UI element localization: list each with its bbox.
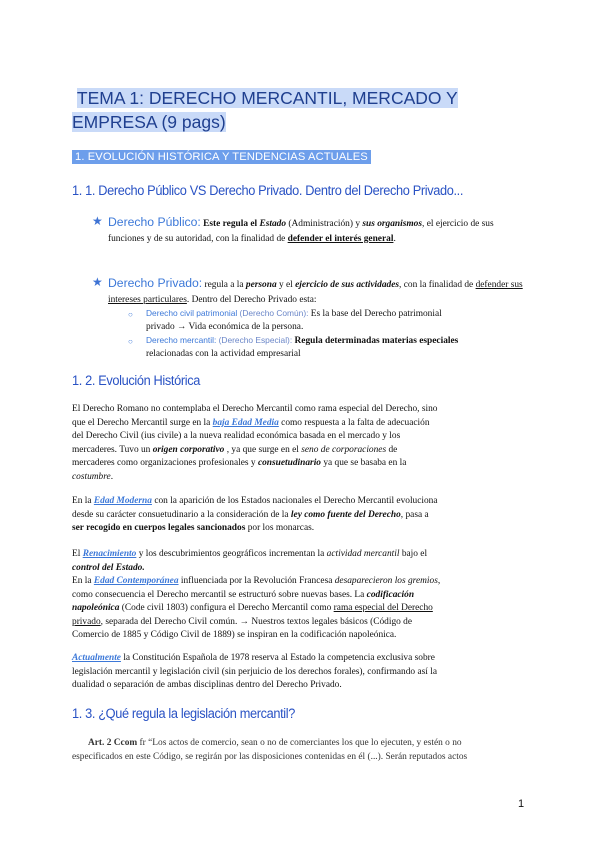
text-line: del Derecho Civil (ius civile) a la nueva realidad económica basada en el mercado y los xyxy=(72,431,401,442)
text: ser recogido en cuerpos legales sancionados xyxy=(72,523,246,534)
text: influenciada por la Revolución Francesa xyxy=(178,576,335,586)
text: de xyxy=(386,444,398,455)
text: (Code civil 1803) configura el Derecho Mercantil como xyxy=(119,603,334,614)
paragraph-edad-moderna xyxy=(72,495,528,536)
subitem-term: Derecho mercantil: xyxy=(146,335,217,345)
text: Regula determinadas materias especiales xyxy=(292,336,459,346)
text: como respuesta a la falta de adecuación xyxy=(278,417,430,428)
subitem-civil xyxy=(146,307,528,335)
text: mercaderes como organizaciones profesionales y xyxy=(72,458,258,469)
text-line: El Derecho Romano no contemplaba el Derecho Mercantil como rama especial del Derecho, sino xyxy=(72,404,438,414)
page-title xyxy=(72,86,532,134)
section-heading-1-2: 1. 2. Evolución Histórica xyxy=(72,373,200,389)
text: napoleónica xyxy=(72,603,120,614)
text: y el xyxy=(276,280,296,290)
text: control del Estado. xyxy=(72,562,145,573)
star-bullet-icon: ★ xyxy=(92,214,103,228)
text: Es la base del Derecho patrimonial xyxy=(308,309,442,319)
text: ley como fuente del Derecho xyxy=(290,509,401,520)
text-line: Comercio de 1885 y Código Civil de 1889) se inspiran en la codificación napoleónica. xyxy=(72,630,397,641)
text: fr “Los actos de comercio, sean o no de comerciantes los que lo ejecuten, y estén o no xyxy=(137,738,462,748)
text-persona: persona xyxy=(245,280,277,290)
page-number: 1 xyxy=(518,798,525,810)
paragraph-evolucion xyxy=(72,403,528,485)
text: privado xyxy=(72,616,101,627)
text: la Constitución Española de 1978 reserva al Estado la competencia exclusiva sobre xyxy=(120,653,435,663)
text: y los descubrimientos geográficos incrementan la xyxy=(136,549,327,559)
link-edad-moderna[interactable]: Edad Moderna xyxy=(93,496,152,506)
text-line: especificados en este Código, se regirán por las disposiciones contenidas en él (...). Serán reputados actos xyxy=(72,751,468,762)
text: mercaderes. Tuvo un xyxy=(72,444,153,455)
link-actualmente[interactable]: Actualmente xyxy=(72,653,121,663)
text: , pasa a xyxy=(400,509,429,520)
text: que el Derecho Mercantil surge en la xyxy=(72,417,213,428)
text: con la aparición de los Estados nacionales el Derecho Mercantil evoluciona xyxy=(151,496,438,506)
text: . Dentro del Derecho Privado esta: xyxy=(186,294,317,305)
text: , separada del Derecho Civil común. → Nuestros textos legales básicos (Código de xyxy=(100,616,413,627)
text: rama especial del Derecho xyxy=(333,603,433,614)
paragraph-actualmente xyxy=(72,652,528,693)
section-heading-1-3: 1. 3. ¿Qué regula la legislación mercantil? xyxy=(72,706,296,722)
article-quote xyxy=(72,737,528,765)
subitem-paren: (Derecho Común): xyxy=(237,308,309,318)
text: El xyxy=(72,549,83,559)
circle-bullet-icon: ○ xyxy=(128,310,133,319)
text: costumbre xyxy=(72,471,111,482)
article-ref: Art. 2 Ccom xyxy=(88,738,138,748)
link-edad-contemporanea[interactable]: Edad Contemporánea xyxy=(93,576,179,586)
text-estado: Estado xyxy=(259,219,287,229)
text: , ya que surge en el xyxy=(224,444,302,455)
text-ejercicio: ejercicio de sus actividades xyxy=(295,280,400,290)
paragraph-renacimiento xyxy=(72,548,528,575)
text: desaparecieron los gremios xyxy=(334,576,438,586)
text: Este regula el xyxy=(200,219,260,229)
text: . xyxy=(110,471,114,482)
text: En la xyxy=(72,496,94,506)
text: regula a la xyxy=(202,280,246,290)
link-baja-edad-media[interactable]: baja Edad Media xyxy=(212,417,279,428)
text: bajo el xyxy=(399,549,428,559)
text-line: legislación mercantil y legislación civil (sin perjuicio de los derechos forales), confirmando así la xyxy=(72,666,437,677)
title-line-1: TEMA 1: DERECHO MERCANTIL, MERCADO Y xyxy=(76,88,458,108)
text: (Administración) y xyxy=(286,219,363,229)
term-privado: Derecho Privado: xyxy=(108,276,203,290)
text: . xyxy=(393,233,396,244)
text-organismos: sus organismos xyxy=(362,219,423,229)
paragraph-edad-contemporanea xyxy=(72,575,528,643)
text: En la xyxy=(72,576,94,586)
star-bullet-icon: ★ xyxy=(92,275,103,289)
text: como consecuencia el Derecho mercantil se estructuró sobre nuevas bases. La xyxy=(72,589,367,600)
title-line-2: EMPRESA (9 pags) xyxy=(72,112,226,132)
text-line: dualidad o separación de ambas disciplinas dentro del Derecho Privado. xyxy=(72,680,342,691)
section-heading-1-1: 1. 1. Derecho Público VS Derecho Privado. Dentro del Derecho Privado... xyxy=(72,183,464,199)
subitem-paren: (Derecho Especial): xyxy=(216,335,293,345)
text: codificación xyxy=(366,589,415,600)
term-publico: Derecho Público: xyxy=(108,215,201,229)
text: relacionadas con la actividad empresarial xyxy=(146,349,301,360)
subitem-mercantil xyxy=(146,334,528,362)
list-item-publico xyxy=(108,215,528,246)
text: seno de corporaciones xyxy=(301,444,387,455)
text: desde su carácter consuetudinario a la consideración de la xyxy=(72,509,291,520)
text: , con la finalidad de xyxy=(399,280,476,290)
text: privado → Vida económica de la persona. xyxy=(146,322,304,333)
text: consuetudinario xyxy=(257,458,321,469)
text: origen corporativo xyxy=(152,444,225,455)
text: por los monarcas. xyxy=(245,523,315,534)
link-renacimiento[interactable]: Renacimiento xyxy=(82,549,137,559)
text: actividad mercantil xyxy=(326,549,400,559)
circle-bullet-icon: ○ xyxy=(128,337,133,346)
text: , el ejercicio de sus funciones y de su autoridad, con la finalidad de xyxy=(108,219,494,244)
section-heading-1: 1. EVOLUCIÓN HISTÓRICA Y TENDENCIAS ACTUALES xyxy=(72,150,371,164)
list-item-privado xyxy=(108,276,528,307)
text-defender: defender sus intereses particulares xyxy=(108,280,523,305)
text-defender: defender el interés general xyxy=(287,233,394,244)
text: , xyxy=(437,576,441,586)
subitem-term: Derecho civil patrimonial xyxy=(146,308,238,318)
text: ya que se basaba en la xyxy=(321,458,407,469)
